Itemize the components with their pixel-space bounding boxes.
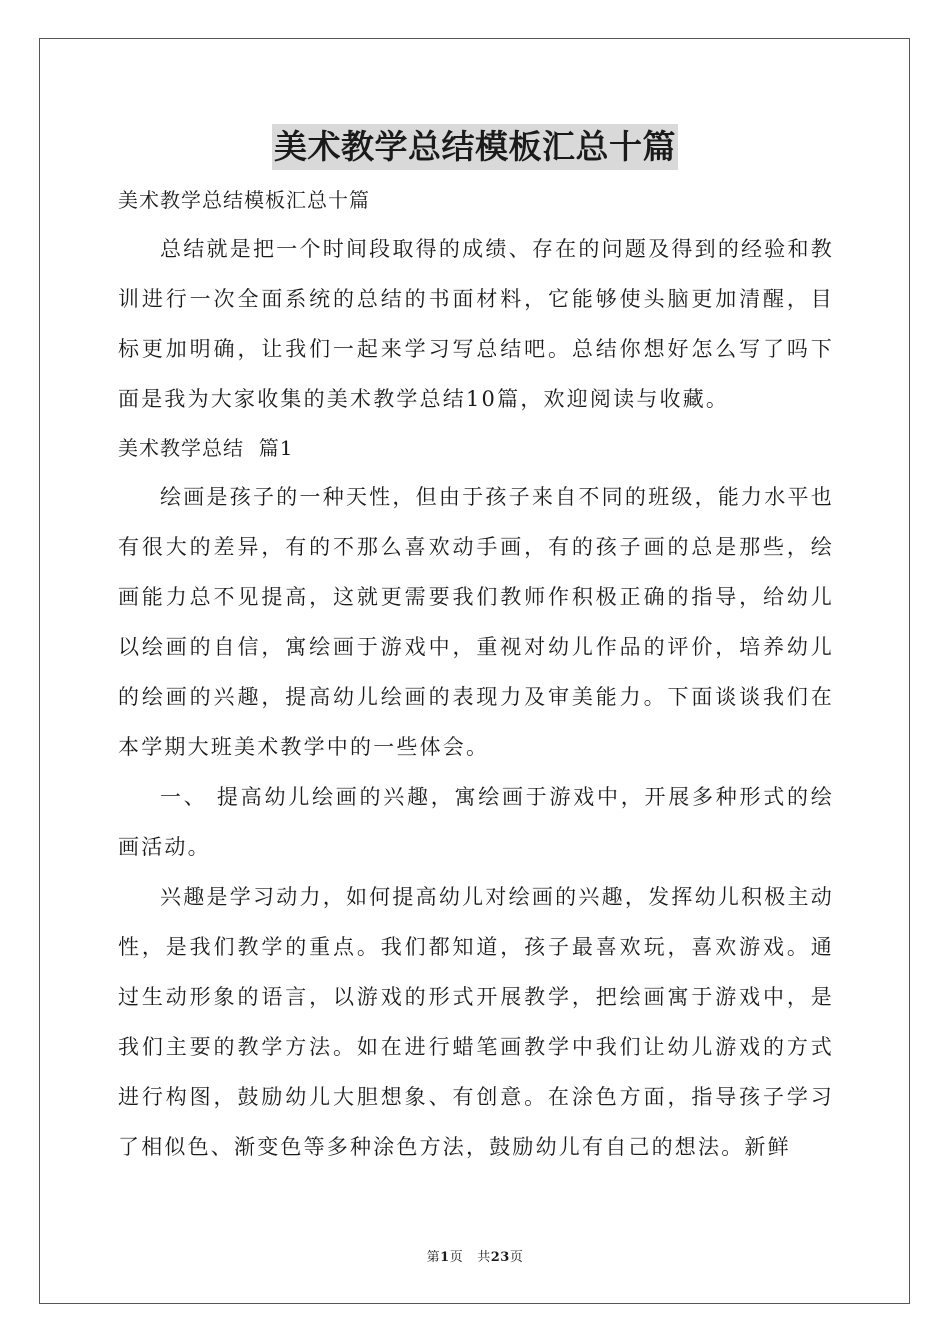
body-paragraph-3: 兴趣是学习动力，如何提高幼儿对绘画的兴趣，发挥幼儿积极主动性，是我们教学的重点。我们都知道，孩子最喜欢玩，喜欢游戏。通过生动形象的语言，以游戏的形式开展教学，把绘画寓于游戏中，是我们主要的教学方法。如在进行蜡笔画教学中我们让幼儿游戏的方式进行构图，鼓励幼儿大胆想象、有创意。在涂色方面，指导孩子学习了相似色、渐变色等多种涂色方法，鼓励幼儿有自己的想法。新鲜 <box>118 885 834 1159</box>
total-pages: 23 <box>490 1250 510 1265</box>
page-footer <box>0 1246 950 1265</box>
document-title: 美术教学总结模板汇总十篇 <box>272 124 678 170</box>
total-prefix: 共 <box>477 1250 491 1265</box>
page-suffix: 页 <box>449 1250 464 1265</box>
intro-paragraph: 总结就是把一个时间段取得的成绩、存在的问题及得到的经验和教训进行一次全面系统的总结的书面材料，它能够使头脑更加清醒，目标更加明确，让我们一起来学习写总结吧。总结你想好怎么写了吗下面是我为大家收集的美术教学总结10篇，欢迎阅读与收藏。 <box>118 237 834 411</box>
section-heading: 美术教学总结 篇1 <box>118 436 294 460</box>
total-suffix: 页 <box>509 1250 524 1265</box>
document-subtitle: 美术教学总结模板汇总十篇 <box>118 188 370 212</box>
page-number: 1 <box>440 1250 450 1265</box>
document-body <box>118 176 834 1172</box>
body-paragraph-2: 一、 提高幼儿绘画的兴趣，寓绘画于游戏中，开展多种形式的绘画活动。 <box>118 785 834 859</box>
page-prefix: 第 <box>426 1250 441 1265</box>
title-container <box>0 124 950 170</box>
body-paragraph-1: 绘画是孩子的一种天性，但由于孩子来自不同的班级，能力水平也有很大的差异，有的不那么喜欢动手画，有的孩子画的总是那些，绘画能力总不见提高，这就更需要我们教师作积极正确的指导，给幼儿以绘画的自信，寓绘画于游戏中，重视对幼儿作品的评价，培养幼儿的绘画的兴趣，提高幼儿绘画的表现力及审美能力。下面谈谈我们在本学期大班美术教学中的一些体会。 <box>118 485 834 759</box>
